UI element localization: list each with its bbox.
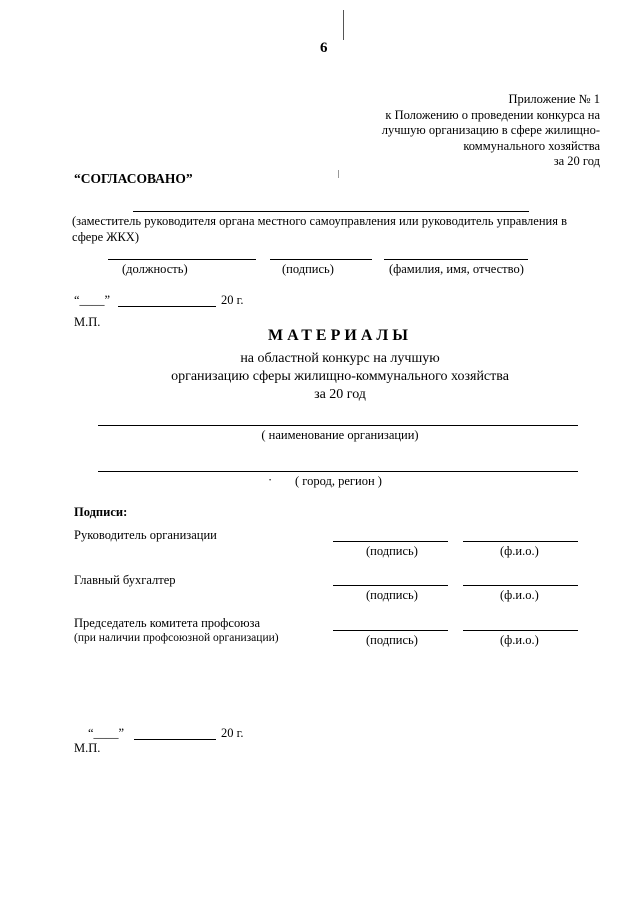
seal-label: М.П. [74, 315, 101, 329]
date-line [118, 306, 216, 307]
appendix-line: к Положению о проведении конкурса на [385, 107, 600, 122]
materials-title: МАТЕРИАЛЫ [268, 327, 412, 344]
materials-subtitle: за 20 год [314, 387, 366, 402]
city-line [98, 471, 578, 472]
materials-subtitle: на областной конкурс на лучшую [240, 351, 440, 366]
materials-subtitle: организацию сферы жилищно-коммунального хозяйства [171, 369, 509, 384]
position-line [108, 259, 256, 260]
signature-line [333, 585, 448, 586]
approver-line [133, 211, 529, 212]
approver-caption-cont: сфере ЖКХ) [72, 230, 139, 244]
signer-label: Главный бухгалтер [74, 573, 176, 587]
date-quotes: “____” [88, 726, 125, 740]
page-number: 6 [320, 40, 328, 56]
appendix-line: за 20 год [553, 154, 600, 168]
signature-caption: (подпись) [366, 633, 418, 647]
date-line [134, 739, 216, 740]
organization-line [98, 425, 578, 426]
signature-caption: (подпись) [282, 262, 334, 276]
approver-caption: (заместитель руководителя органа местного самоуправления или руководитель управления в [72, 214, 568, 228]
appendix-title: Приложение № 1 [508, 92, 600, 106]
signatures-title: Подписи: [74, 505, 128, 519]
appendix-block [382, 92, 600, 170]
signer-label: Председатель комитета профсоюза [74, 616, 261, 630]
scan-mark [343, 10, 344, 40]
date-year: 20 г. [221, 726, 244, 740]
signature-line [333, 541, 448, 542]
fio-line [463, 541, 578, 542]
fio-line [463, 585, 578, 586]
seal-label: М.П. [74, 741, 101, 755]
fio-caption: (ф.и.о.) [500, 633, 539, 647]
appendix-line: лучшую организацию в сфере жилищно- [381, 123, 600, 137]
fio-caption: (ф.и.о.) [500, 588, 539, 602]
approval-title: “СОГЛАСОВАНО” [74, 171, 193, 186]
date-year: 20 г. [221, 293, 244, 307]
position-caption: (должность) [122, 262, 188, 276]
signer-label-note: (при наличии профсоюзной организации) [74, 632, 279, 644]
fio-line [463, 630, 578, 631]
signature-caption: (подпись) [366, 588, 418, 602]
scan-mark [338, 170, 339, 178]
appendix-line: коммунального хозяйства [463, 138, 600, 153]
city-caption: ( город, регион ) [295, 474, 382, 488]
signature-caption: (подпись) [366, 544, 418, 558]
city-dot: · [268, 473, 273, 487]
organization-caption: ( наименование организации) [261, 428, 419, 442]
signer-label: Руководитель организации [74, 528, 217, 542]
name-line [384, 259, 528, 260]
signature-line [270, 259, 372, 260]
signature-line [333, 630, 448, 631]
name-caption: (фамилия, имя, отчество) [389, 262, 524, 276]
fio-caption: (ф.и.о.) [500, 544, 539, 558]
date-quotes: “____” [74, 293, 111, 307]
